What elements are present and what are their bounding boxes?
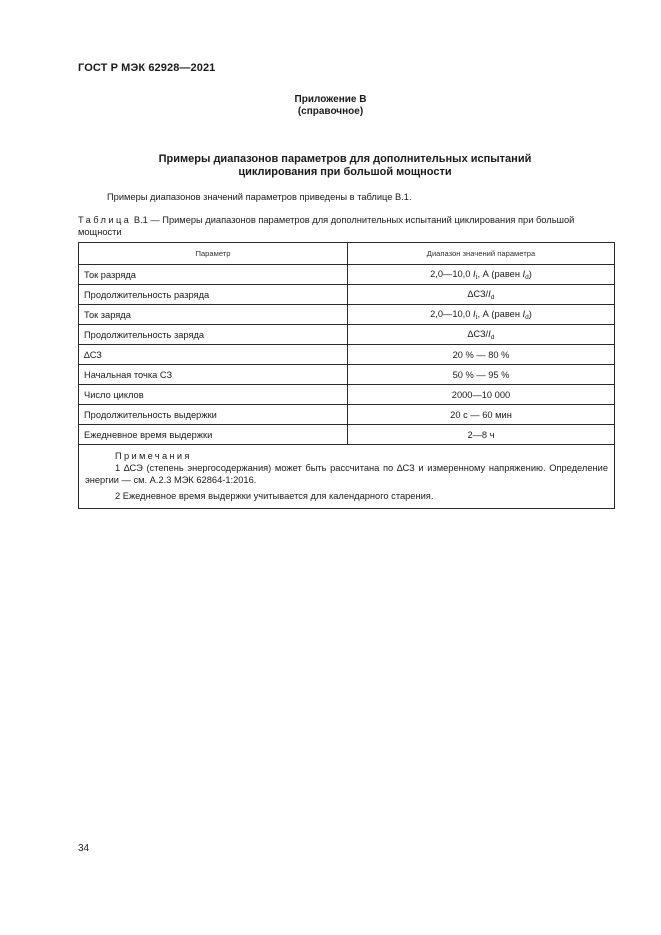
range-part: 50 % — 95 % (452, 369, 510, 380)
range-part: ∆СЗ/ (467, 328, 489, 339)
range-part: 20 с — 60 мин (450, 409, 512, 420)
note-2: 2 Ежедневное время выдержки учитывается для календарного старения. (115, 491, 434, 501)
section-title-line2: циклирования при большой мощности (238, 166, 452, 178)
range-part: ∆СЗ/ (467, 288, 489, 299)
range-part: t (475, 313, 478, 321)
range-cell (348, 385, 615, 405)
parameter-cell: Продолжительность выдержки (79, 405, 348, 425)
range-part: I (522, 308, 526, 319)
parameter-cell: Ток разряда (79, 265, 348, 285)
notes-cell (79, 445, 615, 509)
table-row (79, 325, 615, 345)
table-row (79, 265, 615, 285)
range-part: d (525, 273, 529, 281)
range-cell (348, 305, 615, 325)
range-part: , А (равен (477, 268, 523, 279)
range-part: ) (528, 268, 532, 279)
parameter-cell: Продолжительность заряда (79, 325, 348, 345)
parameter-cell: ∆СЗ (79, 345, 348, 365)
parameter-cell: Число циклов (79, 385, 348, 405)
range-part: 2000—10 000 (451, 389, 511, 400)
table-row (79, 305, 615, 325)
header-range: Диапазон значений параметра (348, 243, 615, 265)
table-row (79, 365, 615, 385)
range-part: 20 % — 80 % (452, 349, 510, 360)
parameter-cell: Начальная точка СЗ (79, 365, 348, 385)
range-part: I (488, 328, 491, 339)
table-row (79, 345, 615, 365)
note-1: 1 ∆СЭ (степень энергосодержания) может быть рассчитана по ∆СЗ и измеренному напряжению. Определение энергии — см. А.2.3 МЭК 62864-1:2016. (85, 463, 608, 485)
range-cell (348, 425, 615, 445)
range-part: I (522, 268, 526, 279)
range-part: 2,0—10,0 (430, 268, 474, 279)
range-part: t (475, 273, 478, 281)
parameters-table (78, 242, 615, 509)
range-part: , А (равен (477, 308, 523, 319)
annex-title: Приложение В (294, 94, 367, 105)
range-cell (348, 325, 615, 345)
standard-designation: ГОСТ Р МЭК 62928—2021 (78, 62, 216, 74)
range-cell (348, 365, 615, 385)
parameter-cell: Ежедневное время выдержки (79, 425, 348, 445)
intro-paragraph: Примеры диапазонов значений параметров приведены в таблице В.1. (107, 192, 412, 202)
table-caption-text: В.1 — Примеры диапазонов параметров для дополнительных испытаний циклирования при большой мощности (78, 215, 575, 237)
table-row (79, 405, 615, 425)
range-part: 2,0—10,0 (430, 308, 474, 319)
range-part: I (488, 288, 491, 299)
range-part: I (473, 268, 476, 279)
parameter-cell: Продолжительность разряда (79, 285, 348, 305)
header-parameter: Параметр (79, 243, 348, 265)
annex-subtitle: (справочное) (297, 106, 364, 117)
range-part: I (473, 308, 476, 319)
table-caption (78, 214, 618, 238)
range-part: 2—8 ч (467, 429, 495, 440)
table-row (79, 285, 615, 305)
range-part: d (525, 313, 529, 321)
table-header-row (79, 243, 615, 265)
table-caption-label: Таблица (78, 215, 132, 225)
notes-heading: Примечания (115, 451, 192, 461)
range-part: d (490, 333, 495, 341)
parameter-cell: Ток заряда (79, 305, 348, 325)
range-cell (348, 345, 615, 365)
table-row (79, 425, 615, 445)
range-cell (348, 265, 615, 285)
section-title-line1: Примеры диапазонов параметров для дополнительных испытаний (158, 153, 532, 165)
notes-row (79, 445, 615, 509)
table-row (79, 385, 615, 405)
range-part: ) (528, 308, 532, 319)
page-number: 34 (78, 843, 90, 854)
range-cell (348, 405, 615, 425)
range-cell (348, 285, 615, 305)
range-part: d (490, 293, 495, 301)
